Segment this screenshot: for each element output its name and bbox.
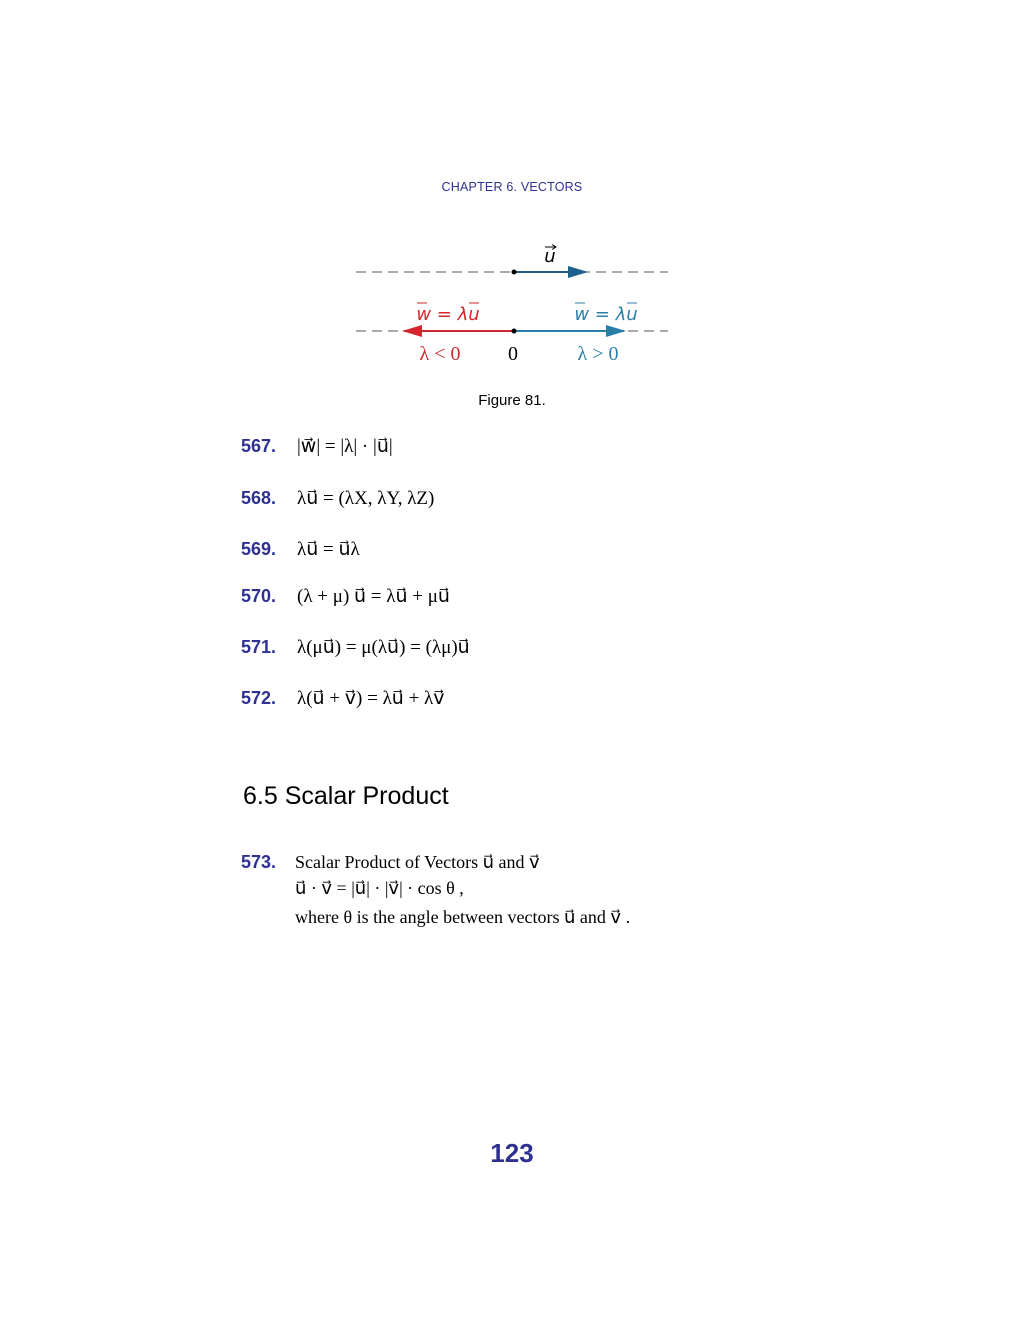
figure-81-diagram bbox=[350, 238, 680, 370]
figure-caption: Figure 81. bbox=[478, 392, 546, 409]
formula-expression: λu⃗ = (λX, λY, λZ) bbox=[297, 487, 435, 509]
formula-number: 570. bbox=[241, 585, 277, 606]
formula-expression: (λ + μ) u⃗ = λu⃗ + μu⃗ bbox=[297, 585, 450, 607]
formula-568 bbox=[241, 483, 434, 513]
page-number: 123 bbox=[490, 1138, 534, 1168]
formula-572 bbox=[241, 683, 445, 713]
formula-expression: λ(μu⃗) = μ(λu⃗) = (λμ)u⃗ bbox=[297, 636, 470, 658]
running-head: CHAPTER 6. VECTORS bbox=[441, 180, 583, 194]
w-negative-label: w = λu bbox=[416, 304, 480, 325]
formula-number: 568. bbox=[241, 487, 277, 508]
figure-81 bbox=[350, 238, 680, 370]
section-title: 6.5 Scalar Product bbox=[243, 782, 449, 810]
formula-number: 573. bbox=[241, 852, 277, 872]
formula-number: 572. bbox=[241, 687, 277, 708]
formula-number: 569. bbox=[241, 538, 277, 559]
formula-569 bbox=[241, 534, 360, 564]
lambda-negative-region-label: λ < 0 bbox=[419, 343, 461, 365]
formula-570 bbox=[241, 581, 450, 611]
lambda-positive-region-label: λ > 0 bbox=[577, 343, 619, 365]
u-vector-label: u bbox=[544, 246, 556, 267]
entry-heading: Scalar Product of Vectors u⃗ and v⃗ bbox=[295, 852, 540, 872]
origin-label: 0 bbox=[508, 343, 518, 365]
formula-expression: λ(u⃗ + v⃗) = λu⃗ + λv⃗ bbox=[297, 687, 445, 709]
formula-571 bbox=[241, 632, 470, 662]
formula-number: 567. bbox=[241, 435, 277, 456]
formula-567 bbox=[241, 431, 393, 461]
entry-note: where θ is the angle between vectors u⃗ and v⃗ . bbox=[295, 907, 631, 927]
entry-formula: u⃗ · v⃗ = |u⃗| · |v⃗| · cos θ , bbox=[295, 878, 464, 898]
formula-expression: λu⃗ = u⃗λ bbox=[297, 538, 360, 560]
u-vector-origin-dot bbox=[512, 270, 517, 275]
formula-number: 571. bbox=[241, 636, 277, 657]
origin-dot bbox=[512, 329, 517, 334]
w-positive-label: w = λu bbox=[574, 304, 638, 325]
formula-expression: |w⃗| = |λ| · |u⃗| bbox=[297, 435, 393, 457]
